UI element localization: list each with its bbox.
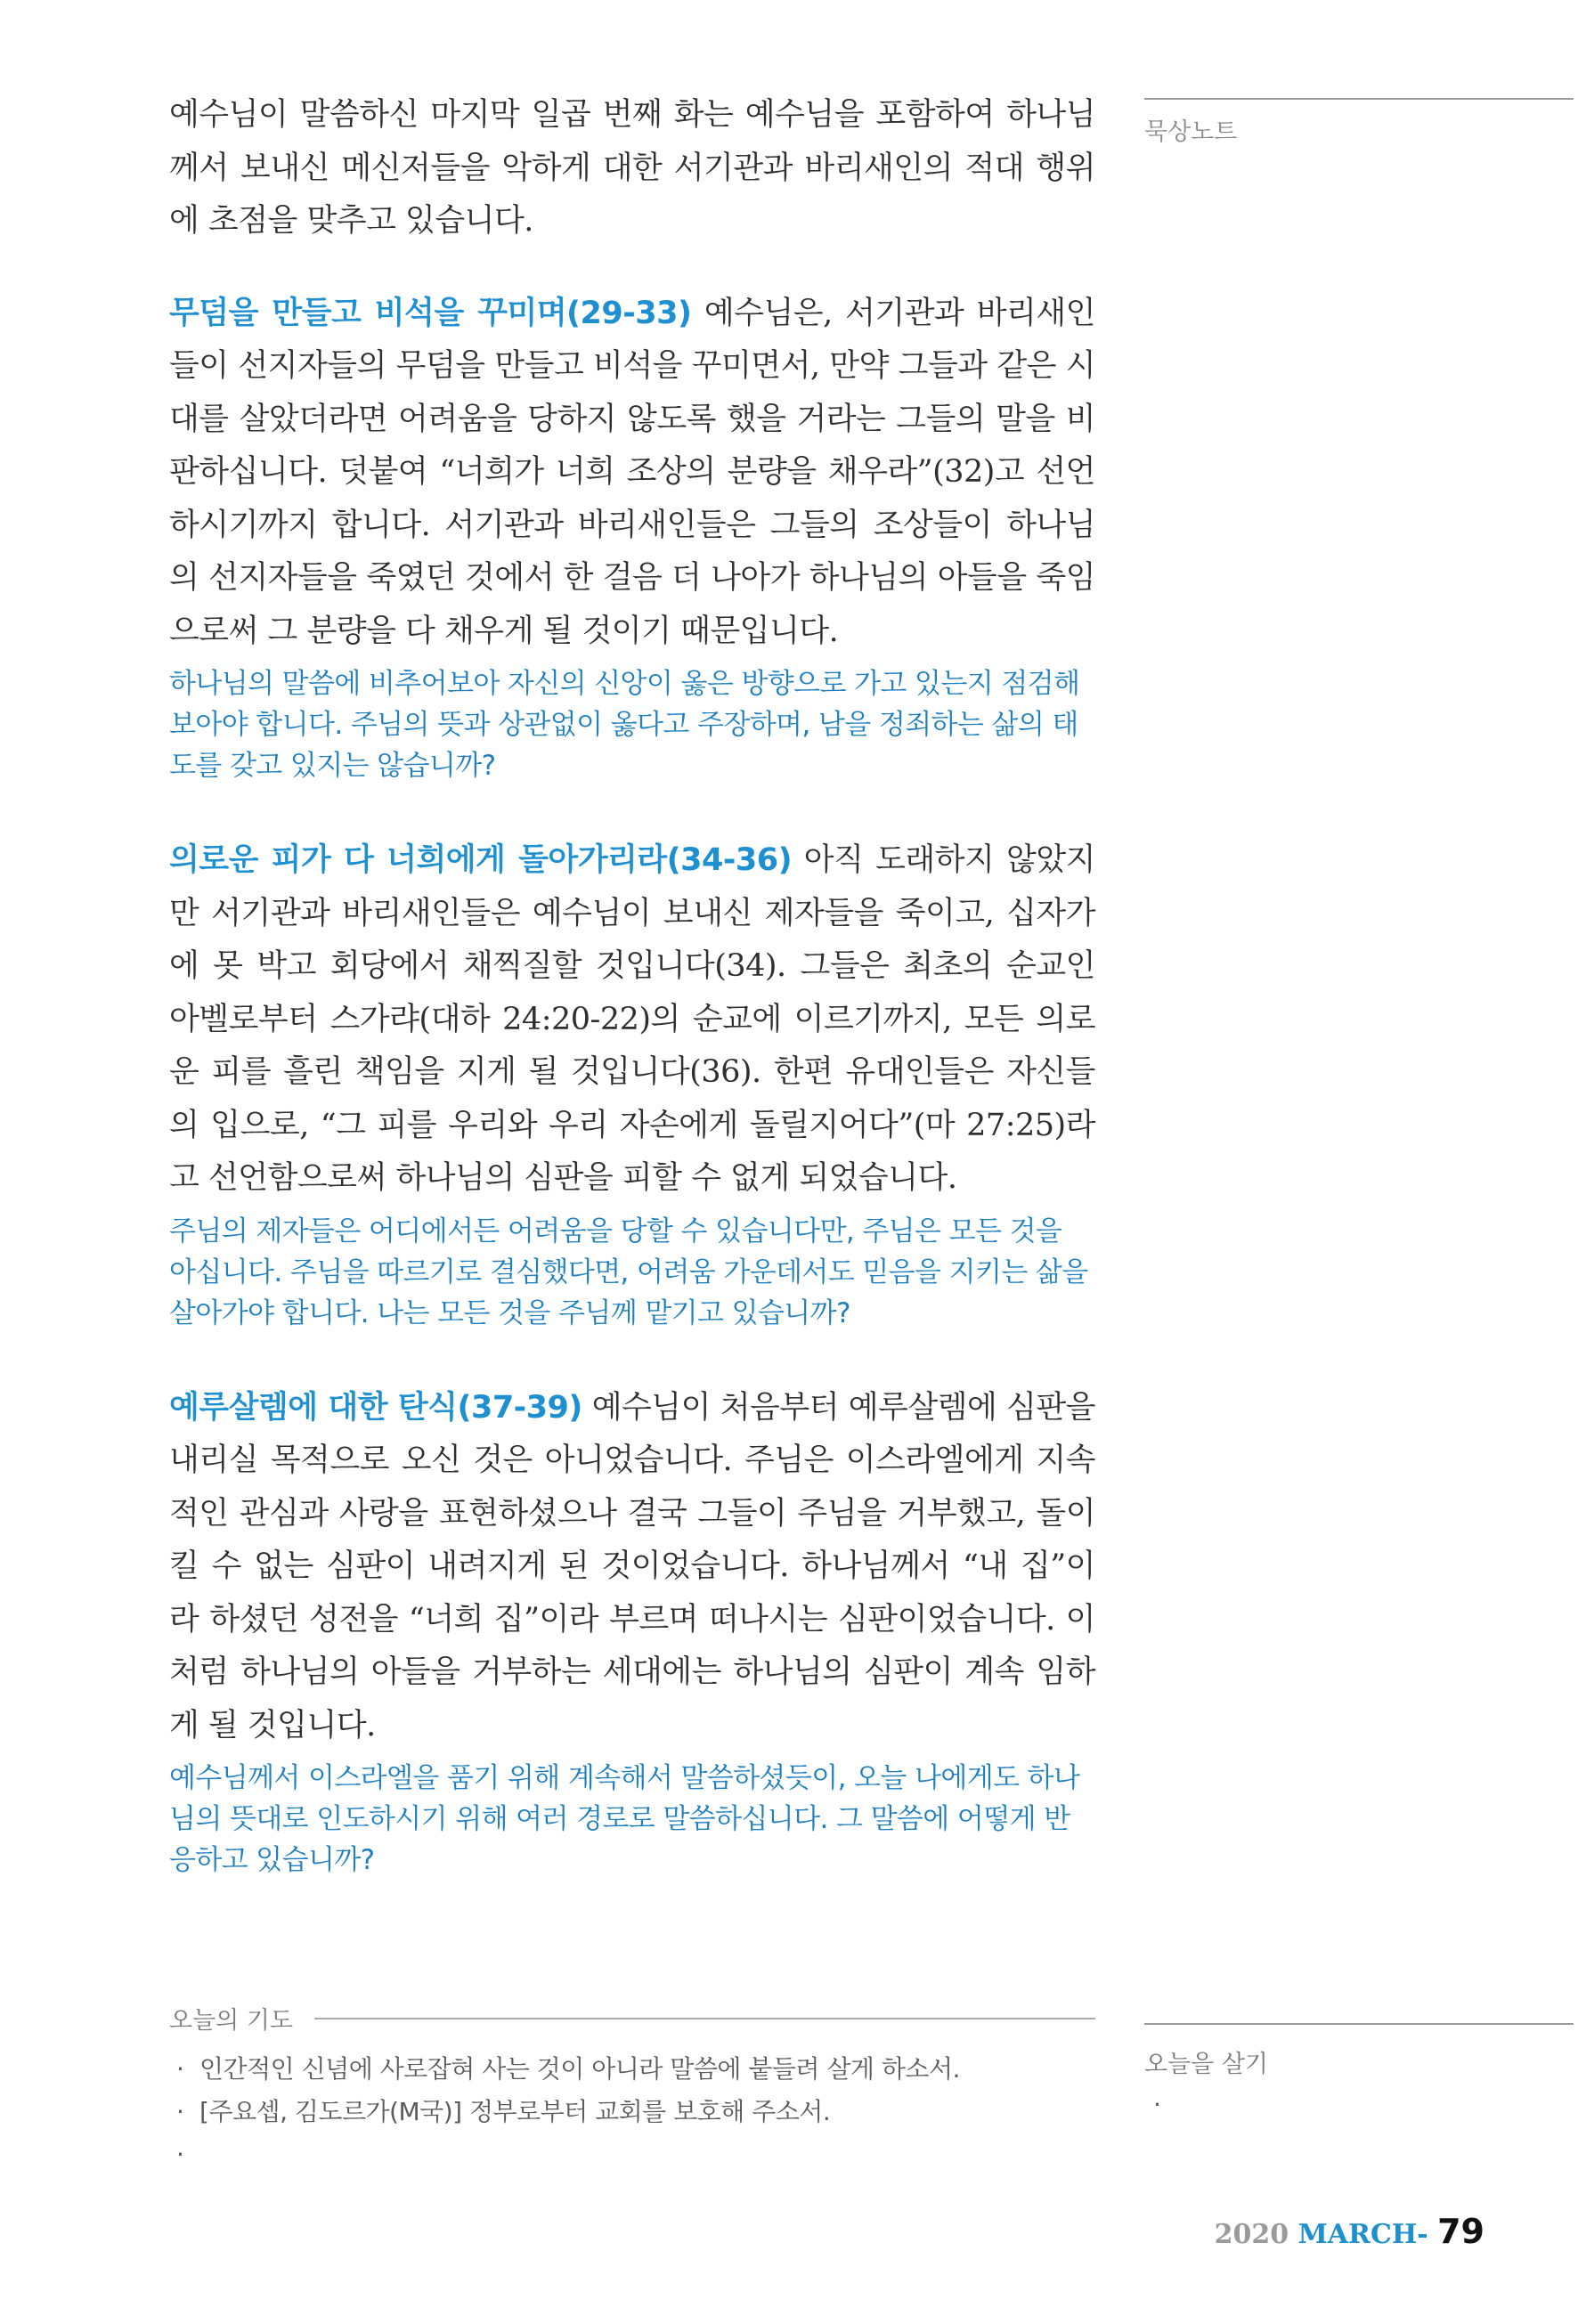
live-today-sidebar [1144,2023,1574,2119]
prayer-item [169,2133,1095,2176]
prayer-item-text: 인간적인 신념에 사로잡혀 사는 것이 아니라 말씀에 붙들려 살게 하소서. [199,2054,960,2084]
section-1-body: 예수님은, 서기관과 바리새인들이 선지자들의 무덤을 만들고 비석을 꾸미면서, 만약 그들과 같은 시대를 살았더라면 어려움을 당하지 않도록 했을 거라는 그들의 말을 비판하십니다. 덧붙여 “너희가 너희 조상의 분량을 채우라”(32)고 선언하시기까지 합니다. 서기관과 바리새인들은 그들의 조상들이 하나님의 선지자들을 죽였던 것에서 한 걸음 더 나아가 하나님의 아들을 죽임으로써 그 분량을 다 채우게 될 것이기 때문입니다. [169,295,1095,649]
section-3-body: 예수님이 처음부터 예루살렘에 심판을 내리실 목적으로 오신 것은 아니었습니다. 주님은 이스라엘에게 지속적인 관심과 사랑을 표현하셨으나 결국 그들이 주님을 거부했고, 돌이킬 수 없는 심판이 내려지게 된 것이었습니다. 하나님께서 “내 집”이라 하셨던 성전을 “너희 집”이라 부르며 떠나시는 심판이었습니다. 이처럼 하나님의 아들을 거부하는 세대에는 하나님의 심판이 계속 임하게 될 것입니다. [169,1389,1095,1743]
prayer-item [169,2091,1095,2133]
section-2-body: 아직 도래하지 않았지만 서기관과 바리새인들은 예수님이 보내신 제자들을 죽이고, 십자가에 못 박고 회당에서 채찍질할 것입니다(34). 그들은 최초의 순교인 아벨로부터 스가랴(대하 24:20-22)의 순교에 이르기까지, 모든 의로운 피를 흘린 책임을 지게 될 것입니다(36). 한편 유대인들은 자신들의 입으로, “그 피를 우리와 우리 자손에게 돌릴지어다”(마 27:25)라고 선언함으로써 하나님의 심판을 피할 수 없게 되었습니다. [169,842,1095,1196]
intro-paragraph: 예수님이 말씀하신 마지막 일곱 번째 화는 예수님을 포함하여 하나님께서 보내신 메신저들을 악하게 대한 서기관과 바리새인의 적대 행위에 초점을 맞추고 있습니다. [169,97,1095,239]
prayer-list [169,2048,1095,2176]
footer-month: MARCH [1297,2219,1418,2250]
prayer-item-text: [주요셉, 김도르가(M국)] 정부로부터 교회를 보호해 주소서. [199,2097,831,2126]
prayer-item [169,2048,1095,2091]
prayer-title: 오늘의 기도 [169,2007,293,2035]
section-3-paragraph [169,1382,1095,1753]
main-column [169,89,1095,1881]
section-1-heading: 무덤을 만들고 비석을 꾸미며(29-33) [169,295,692,331]
section-3-application: 예수님께서 이스라엘을 품기 위해 계속해서 말씀하셨듯이, 오늘 나에게도 하나님의 뜻대로 인도하시기 위해 여러 경로로 말씀하십니다. 그 말씀에 어떻게 반응하고 있습니까? [169,1762,1080,1876]
bullet-icon: · [176,2097,184,2126]
todays-prayer [169,2001,1095,2176]
bullet-icon: · [1153,2090,1161,2119]
section-2-application: 주님의 제자들은 어디에서든 어려움을 당할 수 있습니다만, 주님은 모든 것을 아십니다. 주님을 따르기로 결심했다면, 어려움 가운데서도 믿음을 지키는 삶을 살아가야 합니다. 나는 모든 것을 주님께 맡기고 있습니까? [169,1215,1088,1329]
prayer-divider [314,2018,1095,2019]
bullet-icon: · [176,2054,184,2084]
footer-year: 2020 [1214,2219,1289,2250]
page-footer [1215,2212,1484,2251]
section-2-paragraph [169,834,1095,1206]
section-3-heading: 예루살렘에 대한 탄식(37-39) [169,1389,582,1426]
bullet-icon: · [176,2140,184,2169]
prayer-header [169,2001,1095,2036]
footer-dash: - [1417,2219,1428,2250]
meditation-note-sidebar [1144,98,1574,147]
section-2-heading: 의로운 피가 다 너희에게 돌아가리라(34-36) [169,842,793,878]
section-1-application: 하나님의 말씀에 비추어보아 자신의 신앙이 옳은 방향으로 가고 있는지 점검해보아야 합니다. 주님의 뜻과 상관없이 옳다고 주장하며, 남을 정죄하는 삶의 태도를 갖고 있지는 않습니까? [169,668,1080,782]
meditation-note-label: 묵상노트 [1144,118,1238,146]
section-1-paragraph [169,288,1095,659]
live-today-label: 오늘을 살기 [1144,2051,1268,2078]
page-number: 79 [1437,2212,1484,2251]
